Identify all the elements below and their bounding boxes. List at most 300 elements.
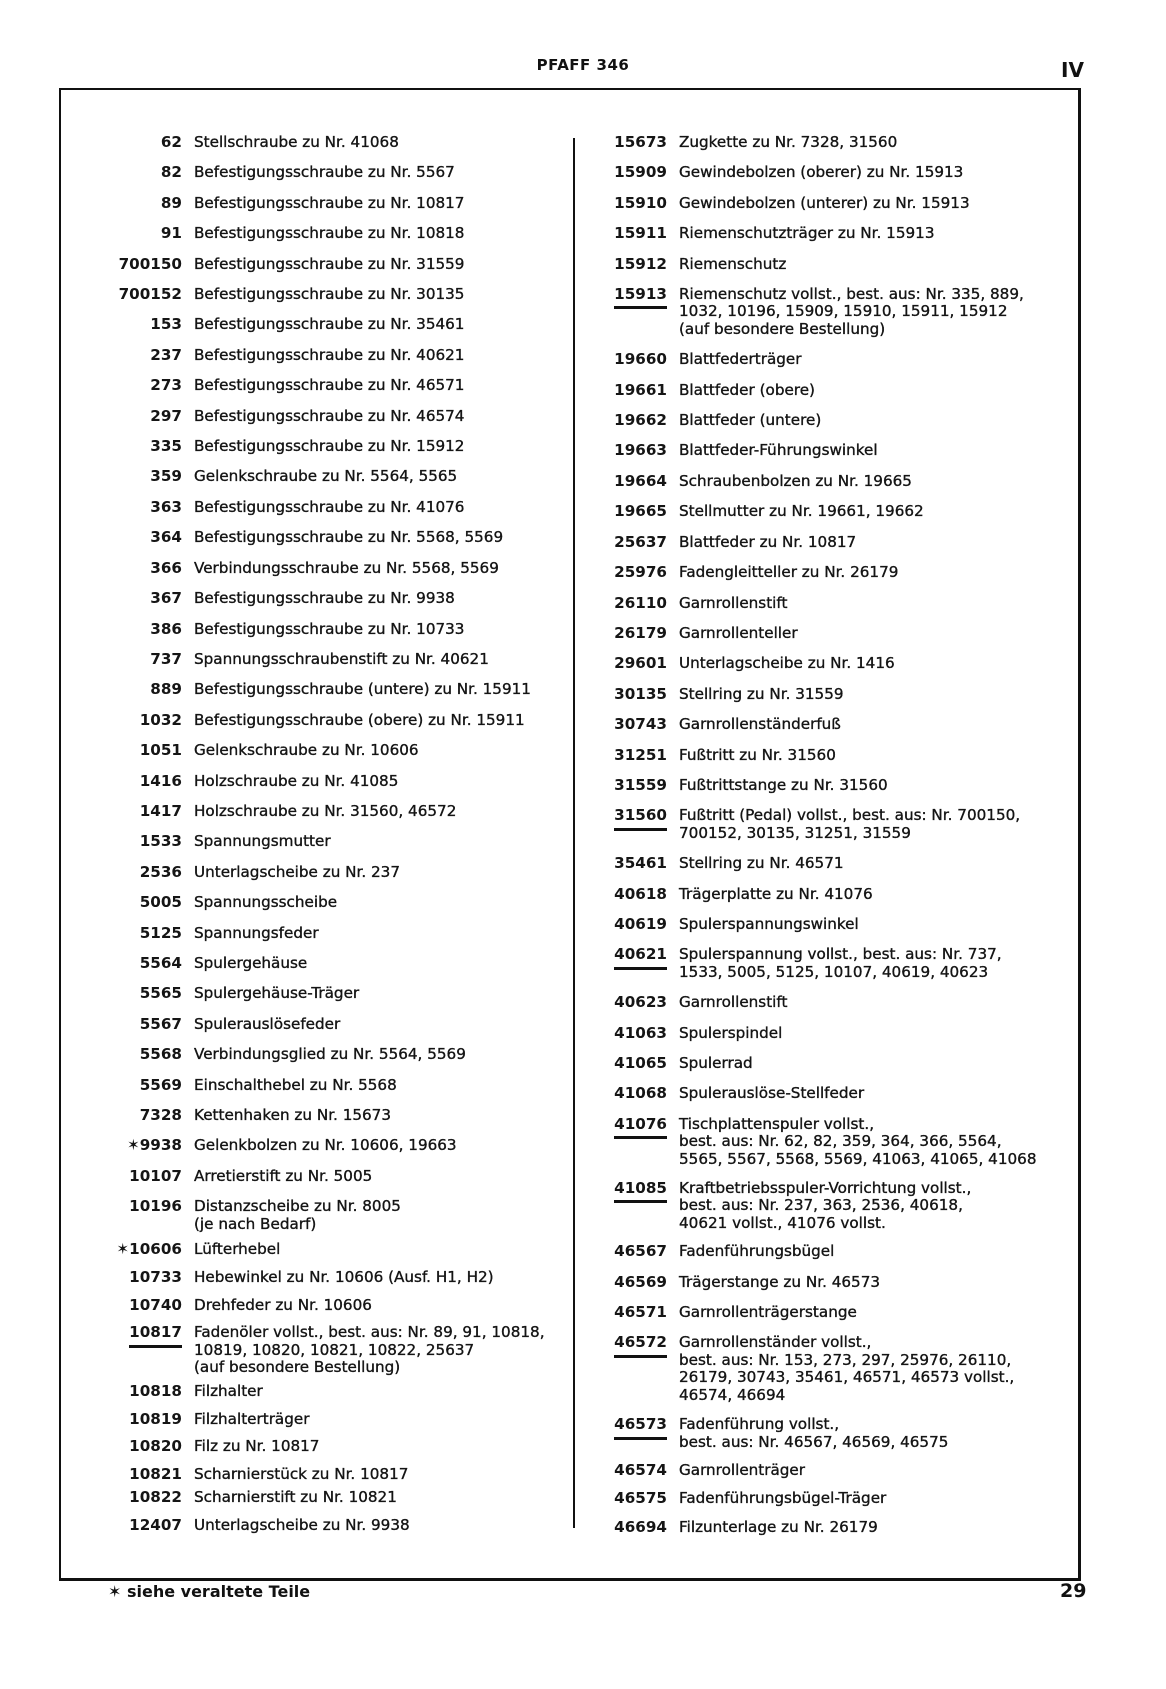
part-number-text: 12407 [129,1515,182,1534]
parts-list-row [108,985,558,1002]
part-number [595,1334,667,1404]
part-description: Riemenschutz [679,254,787,273]
part-number [595,442,667,459]
part-number [595,855,667,872]
frame-left-rule [59,88,61,1578]
part-number-text: 40619 [614,914,667,933]
parts-list-row [595,1243,1055,1260]
part-number [108,1438,182,1455]
part-number-text: 700150 [118,254,182,273]
part-number-text: 62 [160,133,182,151]
parts-list-row [595,473,1055,490]
part-number-text: 15912 [614,254,667,273]
part-number-text: 15910 [614,193,667,212]
part-description: Fadenführungsbügel-Träger [679,1489,887,1508]
part-number [108,256,182,273]
part-number [595,473,667,490]
parts-list-row [108,833,558,850]
parts-list-row [595,1180,1055,1232]
parts-list-row [108,864,558,881]
parts-list-row [595,807,1055,842]
part-number-text: 30135 [614,684,667,703]
parts-list-row [595,994,1055,1011]
part-number-text: 5565 [139,984,182,1003]
part-number-text: 46569 [614,1272,667,1291]
parts-list-row [108,286,558,303]
parts-list-row [108,195,558,212]
part-number-text: 19665 [614,502,667,521]
parts-list-row [595,382,1055,399]
part-number-text: 19663 [614,441,667,460]
part-description: Garnrollenstift [679,593,788,612]
part-description: Zugkette zu Nr. 7328, 31560 [679,133,898,151]
part-description: Gelenkschraube zu Nr. 10606 [194,741,419,760]
part-description: Filzhalterträger [194,1409,310,1428]
parts-list-row [108,1137,558,1154]
part-description: Filz zu Nr. 10817 [194,1437,320,1456]
parts-list-row [108,1241,558,1258]
part-number-text: 29601 [614,654,667,673]
part-number [108,1168,182,1185]
parts-list-row [595,1490,1055,1507]
part-description: Fußtrittstange zu Nr. 31560 [679,775,888,794]
part-number [108,1241,182,1258]
part-number [108,1198,182,1233]
part-number-text: 364 [150,528,182,547]
part-number [108,590,182,607]
part-number-text: 31559 [614,775,667,794]
part-number-text: ✶9938 [127,1136,182,1155]
part-number-text: 366 [150,558,182,577]
part-number-text: 10821 [129,1464,182,1483]
page-section-number: IV [1061,58,1084,82]
parts-list-row [595,595,1055,612]
part-number-text: 89 [160,193,182,212]
part-number [595,886,667,903]
part-description: Befestigungsschraube (untere) zu Nr. 15911 [194,680,531,699]
part-number [595,1490,667,1507]
part-description: Distanzscheibe zu Nr. 8005 (je nach Bedarf) [194,1197,401,1233]
part-description: Garnrollenständerfuß [679,715,841,734]
part-number [595,994,667,1011]
part-description: Fußtritt zu Nr. 31560 [679,745,836,764]
part-number [108,833,182,850]
part-number-text: 5005 [139,893,182,912]
part-number [595,595,667,612]
part-description: Kraftbetriebsspuler-Vorrichtung vollst., best. aus: Nr. 237, 363, 2536, 40618, 40621 vollst., 41076 vollst. [679,1179,972,1232]
part-description: Blattfeder (untere) [679,411,822,430]
part-number-text: 1051 [139,741,182,760]
parts-list-row [108,225,558,242]
part-description: Filzunterlage zu Nr. 26179 [679,1517,878,1536]
part-description: Filzhalter [194,1382,263,1401]
part-number-text: 10820 [129,1437,182,1456]
part-number-text: 10107 [129,1166,182,1185]
part-number-text: 273 [150,376,182,395]
part-number-text: 46572 [614,1334,667,1357]
parts-list-row [108,1077,558,1094]
part-number [595,1304,667,1321]
part-number [595,286,667,338]
parts-list-row [595,747,1055,764]
parts-list-row [108,347,558,364]
part-description: Spulerspannungswinkel [679,914,859,933]
part-description: Scharnierstift zu Nr. 10821 [194,1488,397,1507]
part-number-text: 5567 [139,1014,182,1033]
parts-list-row [595,286,1055,338]
part-description: Stellmutter zu Nr. 19661, 19662 [679,502,924,521]
part-number-text: 41068 [614,1084,667,1103]
part-number-text: 26110 [614,593,667,612]
parts-list-row [595,716,1055,733]
part-description: Befestigungsschraube (obere) zu Nr. 15911 [194,710,525,729]
part-number-text: 41076 [614,1116,667,1139]
part-number-text: 5125 [139,923,182,942]
part-description: Lüfterhebel [194,1240,281,1259]
page-number: 29 [1060,1580,1087,1602]
part-number-text: 31251 [614,745,667,764]
part-description: Garnrollenträgerstange [679,1303,857,1322]
part-number [595,134,667,151]
parts-list-row [108,651,558,668]
parts-list-row [108,529,558,546]
parts-list-row [595,686,1055,703]
part-number [108,1466,182,1483]
parts-list-row [108,1466,558,1483]
part-description: Befestigungsschraube zu Nr. 10818 [194,224,465,243]
part-number-text: 1533 [139,832,182,851]
parts-list-row [108,316,558,333]
part-number [108,499,182,516]
page-header-title: PFAFF 346 [536,56,630,74]
parts-list-row [108,1383,558,1400]
part-number [595,1025,667,1042]
part-number [108,468,182,485]
part-description: Blattfeder zu Nr. 10817 [679,532,857,551]
part-description: Hebewinkel zu Nr. 10606 (Ausf. H1, H2) [194,1268,494,1287]
part-number-text: 10733 [129,1268,182,1287]
parts-list-row [595,442,1055,459]
parts-list-row [108,955,558,972]
part-number-text: 40618 [614,884,667,903]
part-number [108,347,182,364]
part-number [108,1297,182,1314]
parts-list-row [595,1519,1055,1536]
part-description: Trägerplatte zu Nr. 41076 [679,884,873,903]
part-number [108,1016,182,1033]
part-number-text: 5569 [139,1075,182,1094]
part-number [595,655,667,672]
part-description: Holzschraube zu Nr. 41085 [194,771,399,790]
part-number [108,1077,182,1094]
part-number [108,438,182,455]
part-number [108,1489,182,1506]
part-description: Blattfeder-Führungswinkel [679,441,878,460]
part-number [108,377,182,394]
parts-list-row [595,351,1055,368]
parts-list-row [595,1025,1055,1042]
part-number-text: 46574 [614,1460,667,1479]
parts-list-row [108,712,558,729]
part-number [595,382,667,399]
part-number-text: 26179 [614,623,667,642]
part-number [108,1046,182,1063]
part-description: Befestigungsschraube zu Nr. 35461 [194,315,465,334]
part-number [595,1519,667,1536]
part-number-text: 10818 [129,1382,182,1401]
part-number [595,686,667,703]
part-description: Spulerspannung vollst., best. aus: Nr. 737, 1533, 5005, 5125, 10107, 40619, 40623 [679,945,1002,981]
part-number [108,681,182,698]
parts-list-row [595,1416,1055,1451]
part-description: Blattfederträger [679,350,802,369]
parts-list-row [108,803,558,820]
part-number [595,1180,667,1232]
part-description: Spulerauslösefeder [194,1014,341,1033]
part-number [595,1274,667,1291]
part-number-text: 1416 [139,771,182,790]
part-number [595,1416,667,1451]
parts-list-row [108,894,558,911]
part-number-text: 46573 [614,1416,667,1439]
parts-list-row [108,1324,558,1376]
part-number-text: 15673 [614,133,667,151]
parts-list-row [108,499,558,516]
parts-list-row [108,1198,558,1233]
part-description: Spannungsfeder [194,923,319,942]
frame-bottom-rule [59,1578,1081,1581]
part-number-text: 25976 [614,563,667,582]
part-description: Befestigungsschraube zu Nr. 40621 [194,345,465,364]
parts-list-row [595,195,1055,212]
parts-list-row [595,225,1055,242]
part-description: Einschalthebel zu Nr. 5568 [194,1075,397,1094]
part-description: Befestigungsschraube zu Nr. 5567 [194,163,455,182]
parts-list-row [108,742,558,759]
parts-list-row [595,655,1055,672]
part-number [108,712,182,729]
part-number [108,894,182,911]
part-description: Holzschraube zu Nr. 31560, 46572 [194,801,457,820]
part-number [108,1517,182,1534]
part-description: Verbindungsschraube zu Nr. 5568, 5569 [194,558,499,577]
part-description: Spannungsscheibe [194,893,338,912]
part-description: Spannungsmutter [194,832,331,851]
part-number [108,316,182,333]
part-number [595,564,667,581]
part-number [595,777,667,794]
part-number [108,864,182,881]
part-number-text: 1032 [139,710,182,729]
part-description: Spannungsschraubenstift zu Nr. 40621 [194,649,489,668]
part-number [108,925,182,942]
parts-list-row [108,621,558,638]
part-description: Befestigungsschraube zu Nr. 46574 [194,406,465,425]
part-number-text: 41063 [614,1023,667,1042]
part-number-text: 82 [160,163,182,182]
part-number [108,955,182,972]
part-number-text: 10819 [129,1409,182,1428]
part-number-text: 46567 [614,1242,667,1261]
part-number-text: 7328 [139,1106,182,1124]
column-divider [573,138,575,1528]
part-description: Fadenführung vollst., best. aus: Nr. 46567, 46569, 46575 [679,1415,949,1451]
part-number [108,1411,182,1428]
part-number [595,503,667,520]
parts-list-row [108,1517,558,1534]
part-number [108,164,182,181]
part-number [108,1107,182,1124]
part-description: Trägerstange zu Nr. 46573 [679,1272,881,1291]
parts-list-row [595,164,1055,181]
parts-list-row [595,1304,1055,1321]
parts-list-row [108,1489,558,1506]
parts-list-row [595,946,1055,981]
part-description: Riemenschutz vollst., best. aus: Nr. 335, 889, 1032, 10196, 15909, 15910, 15911, 15912 (auf besondere Bestellung) [679,285,1024,338]
parts-list-row [108,1411,558,1428]
parts-list-row [108,1016,558,1033]
part-number-text: 46694 [614,1517,667,1536]
part-number-text: 2536 [139,862,182,881]
part-number-text: 40621 [614,946,667,969]
frame-top-rule [60,88,1080,90]
part-number-text: ✶10606 [116,1240,182,1259]
parts-list-row [108,1168,558,1185]
part-description: Scharnierstück zu Nr. 10817 [194,1464,409,1483]
parts-list-row [595,534,1055,551]
part-number-text: 15909 [614,163,667,182]
part-number-text: 15911 [614,224,667,243]
part-description: Garnrollenständer vollst., best. aus: Nr. 153, 273, 297, 25976, 26110, 26179, 30743, 35461, 46571, 46573 vollst., 46574, 46694 [679,1333,1015,1404]
part-number [595,1243,667,1260]
part-description: Spulergehäuse-Träger [194,984,360,1003]
part-number [108,529,182,546]
part-number-text: 5564 [139,953,182,972]
part-number-text: 363 [150,497,182,516]
part-number-text: 19662 [614,411,667,430]
part-number [108,1324,182,1376]
part-description: Gelenkbolzen zu Nr. 10606, 19663 [194,1136,457,1155]
parts-list-row [595,1085,1055,1102]
part-number-text: 700152 [118,285,182,304]
part-description: Drehfeder zu Nr. 10606 [194,1295,372,1314]
part-number [108,773,182,790]
part-number [108,742,182,759]
part-number [108,621,182,638]
parts-list-row [595,1274,1055,1291]
parts-list-row [595,564,1055,581]
part-description: Stellschraube zu Nr. 41068 [194,133,399,151]
parts-list-row [108,1438,558,1455]
part-description: Gewindebolzen (unterer) zu Nr. 15913 [679,193,970,212]
part-number-text: 91 [160,224,182,243]
part-number [595,1055,667,1072]
part-description: Spulerrad [679,1054,753,1072]
part-number-text: 15913 [614,286,667,309]
part-number [595,256,667,273]
part-number-text: 367 [150,589,182,608]
parts-list-row [108,408,558,425]
part-number-text: 46571 [614,1303,667,1322]
part-number [108,1383,182,1400]
parts-list-row [108,438,558,455]
part-number-text: 359 [150,467,182,486]
part-number [595,225,667,242]
parts-list-row [595,1055,1055,1072]
part-number-text: 30743 [614,715,667,734]
parts-list-right-column [595,134,1055,1536]
part-description: Arretierstift zu Nr. 5005 [194,1166,373,1185]
part-description: Unterlagscheibe zu Nr. 1416 [679,654,895,673]
part-description: Befestigungsschraube zu Nr. 31559 [194,254,465,273]
part-description: Stellring zu Nr. 46571 [679,854,844,873]
part-number-text: 25637 [614,532,667,551]
parts-list-row [595,1462,1055,1479]
parts-list-row [108,256,558,273]
parts-list-row [108,560,558,577]
part-number-text: 40623 [614,993,667,1012]
parts-list-row [595,256,1055,273]
part-number [108,985,182,1002]
part-number [108,286,182,303]
part-number-text: 153 [150,315,182,334]
part-description: Unterlagscheibe zu Nr. 9938 [194,1515,410,1534]
part-description: Befestigungsschraube zu Nr. 30135 [194,285,465,304]
parts-list-row [108,681,558,698]
part-number-text: 10740 [129,1295,182,1314]
part-description: Spulerspindel [679,1023,783,1042]
part-description: Befestigungsschraube zu Nr. 5568, 5569 [194,528,504,547]
parts-list-row [595,855,1055,872]
part-number-text: 41085 [614,1180,667,1203]
part-number [595,351,667,368]
part-number [595,946,667,981]
part-description: Gelenkschraube zu Nr. 5564, 5565 [194,467,458,486]
parts-list-row [108,468,558,485]
part-number [595,1116,667,1168]
part-number [595,195,667,212]
part-number-text: 386 [150,619,182,638]
part-description: Fußtritt (Pedal) vollst., best. aus: Nr. 700150, 700152, 30135, 31251, 31559 [679,806,1021,842]
part-number-text: 1417 [139,801,182,820]
part-number-text: 31560 [614,807,667,830]
part-number [108,1137,182,1154]
part-description: Befestigungsschraube zu Nr. 10817 [194,193,465,212]
parts-list-row [595,412,1055,429]
frame-right-rule [1078,88,1081,1578]
part-number [595,807,667,842]
part-number [595,164,667,181]
parts-list-row [595,503,1055,520]
parts-list-row [108,925,558,942]
part-description: Spulergehäuse [194,953,308,972]
parts-list-row [595,1116,1055,1168]
part-description: Tischplattenspuler vollst., best. aus: Nr. 62, 82, 359, 364, 366, 5564, 5565, 5567, 5568, 5569, 41063, 41065, 41068 [679,1114,1037,1168]
part-description: Spulerauslöse-Stellfeder [679,1084,865,1103]
parts-list-row [595,1334,1055,1404]
part-description: Blattfeder (obere) [679,380,815,399]
part-description: Garnrollenstift [679,993,788,1012]
part-number-text: 35461 [614,854,667,873]
part-description: Fadenführungsbügel [679,1242,835,1261]
part-number-text: 5568 [139,1045,182,1064]
part-description: Befestigungsschraube zu Nr. 15912 [194,437,465,456]
parts-list-row [108,773,558,790]
part-number [108,225,182,242]
part-description: Fadenöler vollst., best. aus: Nr. 89, 91, 10818, 10819, 10820, 10821, 10822, 25637 (auf besondere Bestellung) [194,1323,545,1377]
part-number [595,916,667,933]
parts-list-row [108,1107,558,1124]
